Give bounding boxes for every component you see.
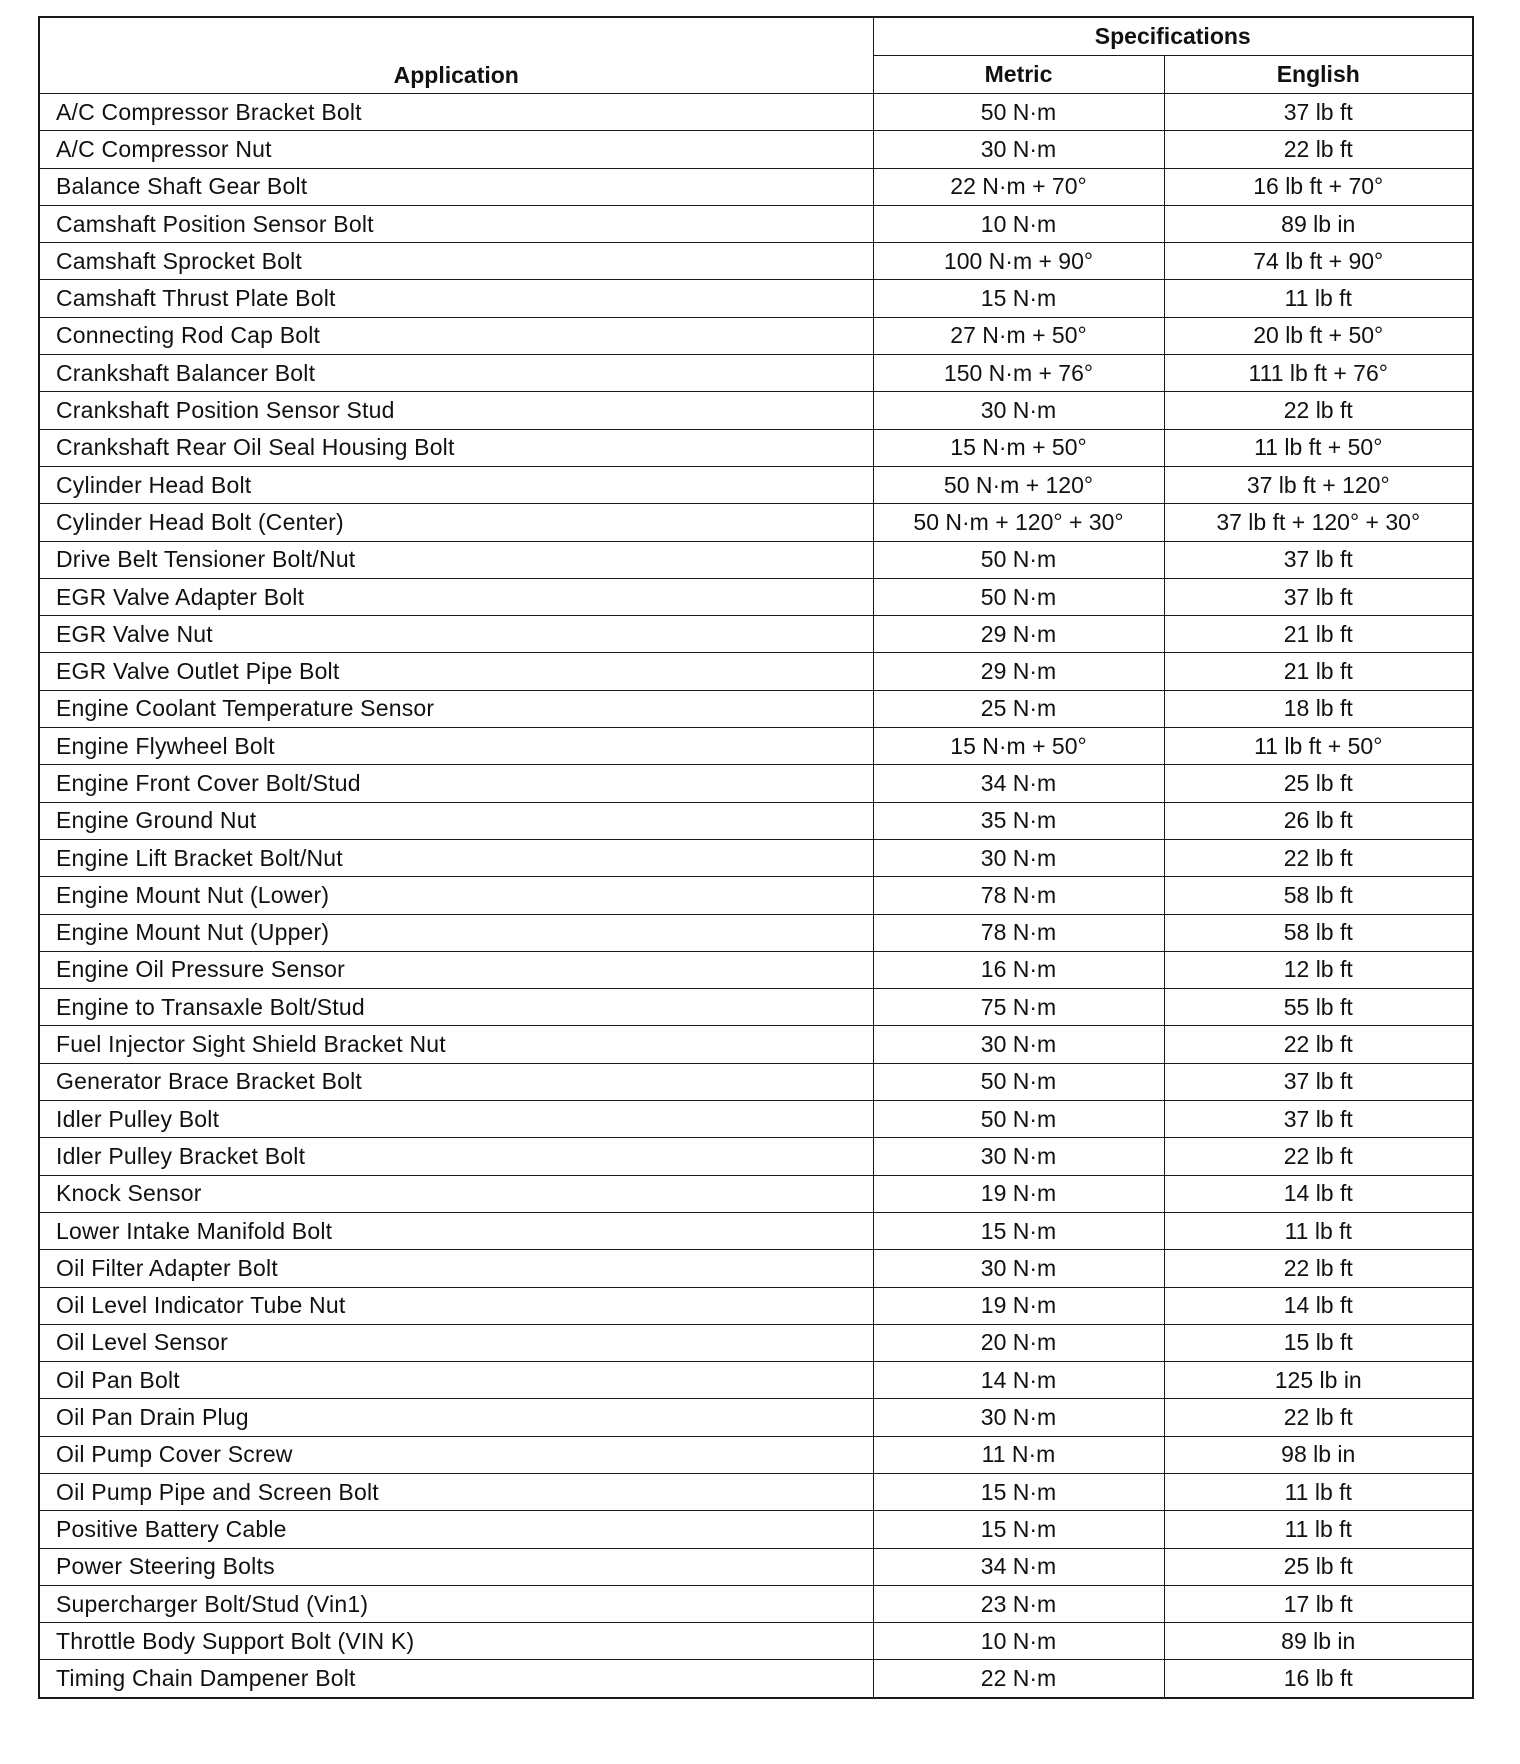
english-value-cell: 11 lb ft (1164, 1511, 1473, 1548)
application-cell: Camshaft Thrust Plate Bolt (39, 280, 873, 317)
metric-value-cell: 19 N·m (873, 1175, 1164, 1212)
metric-value-cell: 30 N·m (873, 1026, 1164, 1063)
english-value-cell: 16 lb ft (1164, 1660, 1473, 1698)
english-value-cell: 14 lb ft (1164, 1175, 1473, 1212)
english-value-cell: 37 lb ft + 120° + 30° (1164, 504, 1473, 541)
table-row (39, 1250, 1473, 1287)
application-cell: Engine Oil Pressure Sensor (39, 951, 873, 988)
english-value-cell: 22 lb ft (1164, 1399, 1473, 1436)
metric-value-cell: 29 N·m (873, 653, 1164, 690)
table-row (39, 1362, 1473, 1399)
application-cell: Engine Ground Nut (39, 802, 873, 839)
application-cell: Drive Belt Tensioner Bolt/Nut (39, 541, 873, 578)
application-cell: Engine Lift Bracket Bolt/Nut (39, 839, 873, 876)
metric-value-cell: 75 N·m (873, 989, 1164, 1026)
table-row (39, 1436, 1473, 1473)
english-value-cell: 22 lb ft (1164, 1138, 1473, 1175)
english-value-cell: 22 lb ft (1164, 839, 1473, 876)
application-cell: Crankshaft Position Sensor Stud (39, 392, 873, 429)
metric-value-cell: 30 N·m (873, 131, 1164, 168)
english-value-cell: 37 lb ft + 120° (1164, 466, 1473, 503)
metric-value-cell: 22 N·m (873, 1660, 1164, 1698)
english-value-cell: 37 lb ft (1164, 94, 1473, 131)
application-cell: Camshaft Sprocket Bolt (39, 243, 873, 280)
application-cell: Engine to Transaxle Bolt/Stud (39, 989, 873, 1026)
metric-value-cell: 15 N·m (873, 280, 1164, 317)
table-row (39, 578, 1473, 615)
application-cell: Oil Pan Drain Plug (39, 1399, 873, 1436)
table-row (39, 653, 1473, 690)
english-value-cell: 37 lb ft (1164, 541, 1473, 578)
application-cell: Oil Level Sensor (39, 1324, 873, 1361)
metric-value-cell: 22 N·m + 70° (873, 168, 1164, 205)
metric-value-cell: 10 N·m (873, 1623, 1164, 1660)
application-cell: Power Steering Bolts (39, 1548, 873, 1585)
table-row (39, 989, 1473, 1026)
metric-value-cell: 50 N·m (873, 1101, 1164, 1138)
metric-value-cell: 11 N·m (873, 1436, 1164, 1473)
metric-value-cell: 10 N·m (873, 205, 1164, 242)
english-value-cell: 17 lb ft (1164, 1585, 1473, 1622)
application-cell: Cylinder Head Bolt (Center) (39, 504, 873, 541)
english-value-cell: 21 lb ft (1164, 616, 1473, 653)
english-value-cell: 89 lb in (1164, 1623, 1473, 1660)
application-cell: Idler Pulley Bracket Bolt (39, 1138, 873, 1175)
english-value-cell: 58 lb ft (1164, 914, 1473, 951)
english-value-cell: 25 lb ft (1164, 765, 1473, 802)
metric-value-cell: 23 N·m (873, 1585, 1164, 1622)
application-cell: Throttle Body Support Bolt (VIN K) (39, 1623, 873, 1660)
table-row (39, 1473, 1473, 1510)
table-row (39, 1623, 1473, 1660)
english-value-cell: 22 lb ft (1164, 392, 1473, 429)
application-cell: Oil Level Indicator Tube Nut (39, 1287, 873, 1324)
specifications-group-header: Specifications (873, 17, 1473, 56)
table-row (39, 94, 1473, 131)
table-row (39, 728, 1473, 765)
table-header (39, 17, 1473, 94)
table-row (39, 1138, 1473, 1175)
application-cell: Engine Mount Nut (Upper) (39, 914, 873, 951)
application-cell: Fuel Injector Sight Shield Bracket Nut (39, 1026, 873, 1063)
english-value-cell: 125 lb in (1164, 1362, 1473, 1399)
table-row (39, 280, 1473, 317)
application-cell: A/C Compressor Nut (39, 131, 873, 168)
metric-value-cell: 30 N·m (873, 839, 1164, 876)
english-value-cell: 22 lb ft (1164, 1250, 1473, 1287)
table-row (39, 616, 1473, 653)
application-cell: Oil Filter Adapter Bolt (39, 1250, 873, 1287)
english-value-cell: 11 lb ft (1164, 1212, 1473, 1249)
metric-value-cell: 50 N·m (873, 578, 1164, 615)
english-value-cell: 15 lb ft (1164, 1324, 1473, 1361)
metric-value-cell: 19 N·m (873, 1287, 1164, 1324)
table-row (39, 1063, 1473, 1100)
english-value-cell: 11 lb ft + 50° (1164, 728, 1473, 765)
application-cell: Cylinder Head Bolt (39, 466, 873, 503)
english-value-cell: 74 lb ft + 90° (1164, 243, 1473, 280)
application-column-header: Application (39, 17, 873, 94)
english-value-cell: 16 lb ft + 70° (1164, 168, 1473, 205)
english-value-cell: 37 lb ft (1164, 1063, 1473, 1100)
table-row (39, 1548, 1473, 1585)
english-value-cell: 22 lb ft (1164, 131, 1473, 168)
english-value-cell: 58 lb ft (1164, 877, 1473, 914)
application-cell: Positive Battery Cable (39, 1511, 873, 1548)
fastener-specifications-table (38, 16, 1474, 1699)
english-value-cell: 20 lb ft + 50° (1164, 317, 1473, 354)
metric-value-cell: 50 N·m (873, 1063, 1164, 1100)
application-cell: Oil Pump Cover Screw (39, 1436, 873, 1473)
table-row (39, 1324, 1473, 1361)
english-value-cell: 37 lb ft (1164, 578, 1473, 615)
table-row (39, 1026, 1473, 1063)
metric-value-cell: 14 N·m (873, 1362, 1164, 1399)
english-value-cell: 98 lb in (1164, 1436, 1473, 1473)
application-cell: Oil Pan Bolt (39, 1362, 873, 1399)
table-row (39, 205, 1473, 242)
table-row (39, 1212, 1473, 1249)
table-row (39, 1399, 1473, 1436)
metric-value-cell: 30 N·m (873, 392, 1164, 429)
table-row (39, 877, 1473, 914)
table-row (39, 131, 1473, 168)
application-cell: EGR Valve Nut (39, 616, 873, 653)
application-cell: Crankshaft Balancer Bolt (39, 355, 873, 392)
english-value-cell: 12 lb ft (1164, 951, 1473, 988)
header-row-top (39, 17, 1473, 56)
application-cell: Engine Flywheel Bolt (39, 728, 873, 765)
application-cell: Generator Brace Bracket Bolt (39, 1063, 873, 1100)
application-cell: Timing Chain Dampener Bolt (39, 1660, 873, 1698)
application-cell: Lower Intake Manifold Bolt (39, 1212, 873, 1249)
application-cell: Crankshaft Rear Oil Seal Housing Bolt (39, 429, 873, 466)
metric-column-header: Metric (873, 56, 1164, 94)
metric-value-cell: 34 N·m (873, 1548, 1164, 1585)
english-column-header: English (1164, 56, 1473, 94)
metric-value-cell: 15 N·m + 50° (873, 429, 1164, 466)
table-row (39, 392, 1473, 429)
table-row (39, 317, 1473, 354)
metric-value-cell: 29 N·m (873, 616, 1164, 653)
application-cell: A/C Compressor Bracket Bolt (39, 94, 873, 131)
application-cell: Knock Sensor (39, 1175, 873, 1212)
english-value-cell: 22 lb ft (1164, 1026, 1473, 1063)
metric-value-cell: 50 N·m + 120° + 30° (873, 504, 1164, 541)
metric-value-cell: 100 N·m + 90° (873, 243, 1164, 280)
english-value-cell: 11 lb ft (1164, 280, 1473, 317)
application-cell: EGR Valve Adapter Bolt (39, 578, 873, 615)
metric-value-cell: 150 N·m + 76° (873, 355, 1164, 392)
table-row (39, 690, 1473, 727)
english-value-cell: 26 lb ft (1164, 802, 1473, 839)
table-row (39, 243, 1473, 280)
metric-value-cell: 30 N·m (873, 1399, 1164, 1436)
metric-value-cell: 30 N·m (873, 1138, 1164, 1175)
application-cell: Engine Front Cover Bolt/Stud (39, 765, 873, 802)
english-value-cell: 37 lb ft (1164, 1101, 1473, 1138)
table-row (39, 504, 1473, 541)
metric-value-cell: 78 N·m (873, 914, 1164, 951)
english-value-cell: 55 lb ft (1164, 989, 1473, 1026)
table-row (39, 951, 1473, 988)
metric-value-cell: 20 N·m (873, 1324, 1164, 1361)
application-cell: Balance Shaft Gear Bolt (39, 168, 873, 205)
table-row (39, 1175, 1473, 1212)
english-value-cell: 89 lb in (1164, 205, 1473, 242)
table-row (39, 1585, 1473, 1622)
table-row (39, 1101, 1473, 1138)
english-value-cell: 111 lb ft + 76° (1164, 355, 1473, 392)
metric-value-cell: 15 N·m + 50° (873, 728, 1164, 765)
application-cell: EGR Valve Outlet Pipe Bolt (39, 653, 873, 690)
table-row (39, 914, 1473, 951)
table-row (39, 839, 1473, 876)
metric-value-cell: 15 N·m (873, 1212, 1164, 1249)
table-row (39, 541, 1473, 578)
table-row (39, 1511, 1473, 1548)
metric-value-cell: 50 N·m + 120° (873, 466, 1164, 503)
table-row (39, 1287, 1473, 1324)
metric-value-cell: 78 N·m (873, 877, 1164, 914)
metric-value-cell: 27 N·m + 50° (873, 317, 1164, 354)
metric-value-cell: 15 N·m (873, 1511, 1164, 1548)
english-value-cell: 21 lb ft (1164, 653, 1473, 690)
metric-value-cell: 30 N·m (873, 1250, 1164, 1287)
application-cell: Connecting Rod Cap Bolt (39, 317, 873, 354)
application-cell: Supercharger Bolt/Stud (Vin1) (39, 1585, 873, 1622)
table-row (39, 802, 1473, 839)
metric-value-cell: 25 N·m (873, 690, 1164, 727)
english-value-cell: 11 lb ft + 50° (1164, 429, 1473, 466)
metric-value-cell: 34 N·m (873, 765, 1164, 802)
table-body (39, 94, 1473, 1698)
application-cell: Engine Coolant Temperature Sensor (39, 690, 873, 727)
application-cell: Camshaft Position Sensor Bolt (39, 205, 873, 242)
application-cell: Oil Pump Pipe and Screen Bolt (39, 1473, 873, 1510)
table-row (39, 1660, 1473, 1698)
table-row (39, 765, 1473, 802)
english-value-cell: 11 lb ft (1164, 1473, 1473, 1510)
application-cell: Idler Pulley Bolt (39, 1101, 873, 1138)
english-value-cell: 18 lb ft (1164, 690, 1473, 727)
metric-value-cell: 15 N·m (873, 1473, 1164, 1510)
table-row (39, 429, 1473, 466)
metric-value-cell: 16 N·m (873, 951, 1164, 988)
table-row (39, 355, 1473, 392)
english-value-cell: 25 lb ft (1164, 1548, 1473, 1585)
application-cell: Engine Mount Nut (Lower) (39, 877, 873, 914)
table-row (39, 466, 1473, 503)
metric-value-cell: 35 N·m (873, 802, 1164, 839)
table-row (39, 168, 1473, 205)
metric-value-cell: 50 N·m (873, 94, 1164, 131)
metric-value-cell: 50 N·m (873, 541, 1164, 578)
english-value-cell: 14 lb ft (1164, 1287, 1473, 1324)
